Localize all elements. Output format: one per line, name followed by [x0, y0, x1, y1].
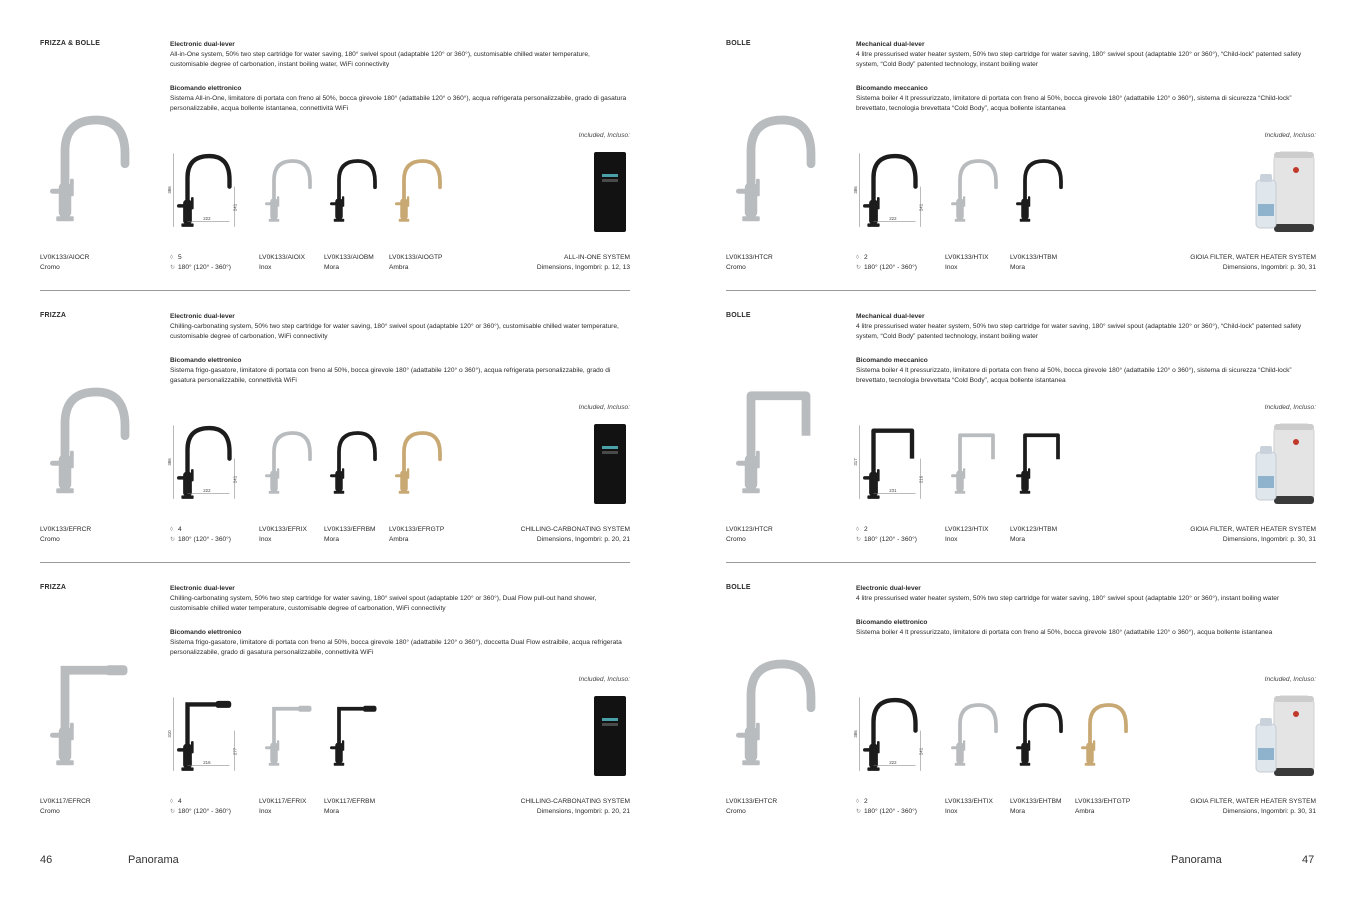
- variant-label: [945, 253, 989, 273]
- variant-code: LV0K133/HTBM: [1010, 254, 1058, 261]
- system-unit-image: [590, 422, 630, 506]
- hero-finish: Cromo: [726, 808, 746, 815]
- system-name: ALL-IN-ONE SYSTEM: [564, 254, 630, 261]
- included-system: [521, 525, 630, 545]
- english-text: 4 litre pressurised water heater system, 50% two step cartridge for water saving, 180° swivel spout (adaptable 120° or 360°), instant boiling water: [856, 595, 1280, 602]
- variant-label: [1010, 525, 1057, 545]
- spec-values: [170, 797, 231, 817]
- product-category: BOLLE: [726, 40, 751, 47]
- dimension-spout: 241: [918, 203, 924, 212]
- rotation-value: 180° (120° - 360°): [864, 536, 917, 543]
- dimension-height: 386: [166, 186, 172, 194]
- product-description: [170, 584, 630, 658]
- drop-icon: ◊: [170, 255, 173, 261]
- variant-faucet-image: [324, 148, 384, 234]
- rotation-icon: ↻: [856, 537, 862, 543]
- variant-finish: Mora: [324, 808, 340, 815]
- spec-values: [856, 797, 917, 817]
- dimension-diagram: [166, 420, 240, 506]
- product-description: [856, 40, 1316, 114]
- flow-value: 2: [864, 254, 868, 261]
- hero-faucet-image: [40, 624, 140, 804]
- italian-title: Bicomando elettronico: [170, 629, 242, 636]
- section-divider: [40, 562, 630, 563]
- dimension-height: 386: [852, 730, 858, 738]
- product-section: [40, 40, 630, 312]
- rotation-value: 180° (120° - 360°): [178, 536, 231, 543]
- system-name: GIOIA FILTER, WATER HEATER SYSTEM: [1190, 526, 1316, 533]
- variant-finish: Inox: [259, 536, 272, 543]
- variant-code: LV0K133/EHTIX: [945, 798, 993, 805]
- variant-faucet-image: [324, 420, 384, 506]
- dimension-spout: 241: [918, 747, 924, 756]
- variant-label: [389, 525, 444, 545]
- flow-value: 5: [178, 254, 182, 261]
- spec-values: [170, 253, 231, 273]
- rotation-icon: ↻: [856, 809, 862, 815]
- product-category: BOLLE: [726, 584, 751, 591]
- variant-finish: Mora: [1010, 536, 1026, 543]
- page-number: 46: [40, 854, 53, 866]
- product-section: [726, 584, 1316, 856]
- section-divider: [726, 562, 1316, 563]
- variant-label: [259, 253, 305, 273]
- hero-label: [40, 797, 91, 817]
- variant-faucet-image: [1075, 692, 1135, 778]
- system-reference: Dimensions, Ingombri: p. 20, 21: [536, 808, 630, 815]
- variant-code: LV0K133/EFRIX: [259, 526, 307, 533]
- variant-code: LV0K123/HTIX: [945, 526, 989, 533]
- dimension-diagram: [852, 692, 926, 778]
- variant-finish: Inox: [945, 264, 958, 271]
- variant-label: [259, 797, 306, 817]
- hero-code: LV0K133/EHTCR: [726, 798, 778, 805]
- variant-code: LV0K133/AIOGTP: [389, 254, 443, 261]
- english-title: Electronic dual-lever: [856, 585, 921, 592]
- section-divider: [40, 290, 630, 291]
- english-text: Chilling-carbonating system, 50% two step cartridge for water saving, 180° swivel spout (adaptable 120° or 360°), customisable chilled water temperature, customisable degree of carbonation, WiFi connectivity: [170, 323, 619, 340]
- rotation-value: 180° (120° - 360°): [864, 264, 917, 271]
- variant-label: [324, 797, 375, 817]
- variant-label: [1010, 253, 1057, 273]
- variant-code: LV0K133/HTIX: [945, 254, 989, 261]
- italian-title: Bicomando meccanico: [856, 357, 928, 364]
- included-label: Included, Incluso:: [1264, 132, 1316, 139]
- variant-finish: Ambra: [389, 536, 409, 543]
- variant-faucet-image: [259, 148, 319, 234]
- dimension-diagram: [166, 148, 240, 234]
- hero-label: [726, 253, 773, 273]
- page-number: 47: [1302, 854, 1315, 866]
- included-label: Included, Incluso:: [1264, 404, 1316, 411]
- product-section: [726, 312, 1316, 584]
- flow-value: 4: [178, 798, 182, 805]
- water-heater-image: [1252, 422, 1316, 506]
- variant-code: LV0K133/AIOIX: [259, 254, 306, 261]
- hero-faucet-image: [40, 352, 140, 532]
- italian-text: Sistema All-in-One, limitatore di portata con freno al 50%, bocca girevole 180° (adattabile 120° o 360°), acqua refrigerata personalizzabile, grado di gasatura personalizzabile, acqua bollente istantanea, connettività WiFi: [170, 95, 627, 112]
- flow-value: 2: [864, 526, 868, 533]
- english-text: 4 litre pressurised water heater system, 50% two step cartridge for water saving, 180° swivel spout (adaptable 120° or 360°), “Child-lock” patented safety system, “Cold Body” patented technology, instant boiling water: [856, 51, 1302, 68]
- variant-code: LV0K133/EHTGTP: [1075, 798, 1131, 805]
- included-label: Included, Incluso:: [578, 676, 630, 683]
- dimension-diagram: [852, 420, 926, 506]
- hero-faucet-image: [726, 624, 826, 804]
- product-category: FRIZZA: [40, 312, 67, 319]
- system-reference: Dimensions, Ingombri: p. 30, 31: [1222, 808, 1316, 815]
- dimension-reach: 222: [889, 215, 897, 221]
- flow-value: 2: [864, 798, 868, 805]
- rotation-value: 180° (120° - 360°): [178, 264, 231, 271]
- rotation-icon: ↻: [170, 265, 176, 271]
- drop-icon: ◊: [856, 799, 859, 805]
- italian-title: Bicomando elettronico: [170, 357, 242, 364]
- hero-code: LV0K133/EFRCR: [40, 526, 92, 533]
- water-heater-image: [1252, 150, 1316, 234]
- english-text: 4 litre pressurised water heater system, 50% two step cartridge for water saving, 180° swivel spout (adaptable 120° or 360°), “Child-lock” patented safety system, “Cold Body” patented technology, instant boiling water: [856, 323, 1302, 340]
- english-title: Electronic dual-lever: [170, 585, 235, 592]
- variant-label: [259, 525, 307, 545]
- dimension-spout: 277: [232, 747, 238, 756]
- variant-code: LV0K133/EFRBM: [324, 526, 376, 533]
- variant-label: [389, 253, 442, 273]
- right-page: [678, 0, 1356, 904]
- variant-label: [945, 525, 989, 545]
- included-system: [1190, 525, 1316, 545]
- included-system: [521, 797, 630, 817]
- hero-label: [40, 525, 91, 545]
- dimension-diagram: [166, 692, 240, 778]
- hero-code: LV0K123/HTCR: [726, 526, 773, 533]
- system-name: CHILLING-CARBONATING SYSTEM: [520, 526, 630, 533]
- rotation-value: 180° (120° - 360°): [864, 808, 917, 815]
- english-title: Electronic dual-lever: [170, 313, 235, 320]
- hero-label: [726, 797, 777, 817]
- hero-faucet-image: [40, 80, 140, 260]
- system-unit-image: [590, 150, 630, 234]
- product-category: FRIZZA & BOLLE: [40, 40, 101, 47]
- variant-label: [324, 253, 374, 273]
- italian-text: Sistema frigo-gasatore, limitatore di portata con freno al 50%, bocca girevole 180° (adattabile 120° o 360°), doccetta Dual Flow estraibile, acqua refrigerata personalizzabile, grado di gasatura personalizzabile, connettività WiFi: [170, 639, 622, 656]
- variant-faucet-image: [1010, 148, 1070, 234]
- english-text: Chilling-carbonating system, 50% two step cartridge for water saving, 180° swivel spout (adaptable 120° or 360°), Dual Flow pull-out hand shower, customisable chilled water temperature, customisable degree of carbonation, WiFi connectivity: [170, 595, 597, 612]
- hero-code: LV0K133/AIOCR: [40, 254, 90, 261]
- product-section: [726, 40, 1316, 312]
- system-unit-image: [590, 694, 630, 778]
- hero-code: LV0K117/EFRCR: [40, 798, 91, 805]
- dimension-height: 310: [166, 730, 172, 738]
- variant-code: LV0K117/EFRBM: [324, 798, 376, 805]
- section-divider: [726, 290, 1316, 291]
- english-title: Mechanical dual-lever: [856, 41, 925, 48]
- dimension-spout: 241: [232, 475, 238, 484]
- product-section: [40, 584, 630, 856]
- page-footer-title: Panorama: [128, 854, 179, 866]
- variant-finish: Mora: [1010, 808, 1026, 815]
- product-description: [170, 40, 630, 114]
- dimension-spout: 216: [918, 475, 924, 484]
- variant-finish: Inox: [259, 808, 272, 815]
- hero-finish: Cromo: [40, 264, 60, 271]
- dimension-reach: 222: [889, 759, 897, 765]
- product-category: BOLLE: [726, 312, 751, 319]
- rotation-icon: ↻: [170, 809, 176, 815]
- rotation-icon: ↻: [170, 537, 176, 543]
- spec-values: [170, 525, 231, 545]
- variant-code: LV0K133/EFRGTP: [389, 526, 445, 533]
- included-system: [1190, 253, 1316, 273]
- dimension-height: 317: [852, 458, 858, 466]
- italian-title: Bicomando elettronico: [856, 619, 928, 626]
- italian-title: Bicomando meccanico: [856, 85, 928, 92]
- variant-code: LV0K133/AIOBM: [324, 254, 374, 261]
- hero-finish: Cromo: [726, 536, 746, 543]
- italian-text: Sistema boiler 4 lt pressurizzato, limitatore di portata con freno al 50%, bocca girevole 180° (adattabile 120° o 360°), acqua bollente istantanea: [856, 629, 1273, 636]
- variant-faucet-image: [324, 692, 384, 778]
- variant-finish: Inox: [945, 808, 958, 815]
- variant-finish: Inox: [259, 264, 272, 271]
- system-reference: Dimensions, Ingombri: p. 12, 13: [536, 264, 630, 271]
- dimension-reach: 222: [203, 215, 211, 221]
- variant-faucet-image: [945, 420, 1005, 506]
- system-reference: Dimensions, Ingombri: p. 20, 21: [536, 536, 630, 543]
- dimension-reach: 222: [203, 487, 211, 493]
- variant-faucet-image: [259, 420, 319, 506]
- system-name: GIOIA FILTER, WATER HEATER SYSTEM: [1190, 254, 1316, 261]
- hero-finish: Cromo: [40, 536, 60, 543]
- variant-finish: Ambra: [389, 264, 409, 271]
- product-section: [40, 312, 630, 584]
- product-description: [170, 312, 630, 386]
- variant-faucet-image: [1010, 420, 1070, 506]
- dimension-height: 386: [852, 186, 858, 194]
- italian-text: Sistema boiler 4 lt pressurizzato, limitatore di portata con freno al 50%, bocca girevole 180° (adattabile 120° o 360°), sistema di sicurezza “Child-lock” brevettato, tecnologia brevettata “Cold Body”, acqua bollente istantanea: [856, 95, 1292, 112]
- variant-label: [945, 797, 993, 817]
- drop-icon: ◊: [856, 255, 859, 261]
- dimension-diagram: [852, 148, 926, 234]
- product-category: FRIZZA: [40, 584, 67, 591]
- variant-faucet-image: [389, 420, 449, 506]
- english-title: Electronic dual-lever: [170, 41, 235, 48]
- spec-values: [856, 525, 917, 545]
- variant-code: LV0K117/EFRIX: [259, 798, 307, 805]
- included-label: Included, Incluso:: [578, 404, 630, 411]
- flow-value: 4: [178, 526, 182, 533]
- hero-finish: Cromo: [40, 808, 60, 815]
- included-system: [1190, 797, 1316, 817]
- variant-faucet-image: [1010, 692, 1070, 778]
- drop-icon: ◊: [856, 527, 859, 533]
- hero-faucet-image: [726, 352, 826, 532]
- dimension-height: 386: [166, 458, 172, 466]
- dimension-spout: 241: [232, 203, 238, 212]
- variant-finish: Mora: [1010, 264, 1026, 271]
- included-system: [537, 253, 630, 273]
- variant-code: LV0K123/HTBM: [1010, 526, 1058, 533]
- hero-faucet-image: [726, 80, 826, 260]
- product-description: [856, 312, 1316, 386]
- variant-code: LV0K133/EHTBM: [1010, 798, 1062, 805]
- rotation-icon: ↻: [856, 265, 862, 271]
- variant-finish: Mora: [324, 264, 340, 271]
- variant-faucet-image: [259, 692, 319, 778]
- water-heater-image: [1252, 694, 1316, 778]
- variant-finish: Ambra: [1075, 808, 1095, 815]
- variant-faucet-image: [945, 692, 1005, 778]
- variant-label: [324, 525, 376, 545]
- drop-icon: ◊: [170, 527, 173, 533]
- english-text: All-in-One system, 50% two step cartridge for water saving, 180° swivel spout (adaptable 120° or 360°), customisable chilled water temperature, customisable degree of carbonation, instant boiling water, WiFi connectivity: [170, 51, 590, 68]
- italian-text: Sistema frigo-gasatore, limitatore di portata con freno al 50%, bocca girevole 180° (adattabile 120° o 360°), acqua refrigerata personalizzabile, grado di gasatura personalizzabile, connettività WiFi: [170, 367, 611, 384]
- included-label: Included, Incluso:: [578, 132, 630, 139]
- variant-label: [1010, 797, 1062, 817]
- included-label: Included, Incluso:: [1264, 676, 1316, 683]
- system-name: GIOIA FILTER, WATER HEATER SYSTEM: [1190, 798, 1316, 805]
- spec-values: [856, 253, 917, 273]
- dimension-reach: 231: [889, 487, 897, 493]
- page-footer-title: Panorama: [1171, 854, 1222, 866]
- dimension-reach: 216: [203, 759, 211, 765]
- hero-finish: Cromo: [726, 264, 746, 271]
- hero-label: [726, 525, 773, 545]
- product-description: [856, 584, 1316, 638]
- variant-finish: Inox: [945, 536, 958, 543]
- variant-label: [1075, 797, 1130, 817]
- system-reference: Dimensions, Ingombri: p. 30, 31: [1222, 536, 1316, 543]
- hero-label: [40, 253, 89, 273]
- variant-faucet-image: [389, 148, 449, 234]
- hero-code: LV0K133/HTCR: [726, 254, 773, 261]
- system-reference: Dimensions, Ingombri: p. 30, 31: [1222, 264, 1316, 271]
- english-title: Mechanical dual-lever: [856, 313, 925, 320]
- italian-text: Sistema boiler 4 lt pressurizzato, limitatore di portata con freno al 50%, bocca girevole 180° (adattabile 120° o 360°), sistema di sicurezza “Child-lock” brevettato, tecnologia brevettata “Cold Body”, acqua bollente istantanea: [856, 367, 1292, 384]
- italian-title: Bicomando elettronico: [170, 85, 242, 92]
- rotation-value: 180° (120° - 360°): [178, 808, 231, 815]
- variant-finish: Mora: [324, 536, 340, 543]
- variant-faucet-image: [945, 148, 1005, 234]
- system-name: CHILLING-CARBONATING SYSTEM: [520, 798, 630, 805]
- drop-icon: ◊: [170, 799, 173, 805]
